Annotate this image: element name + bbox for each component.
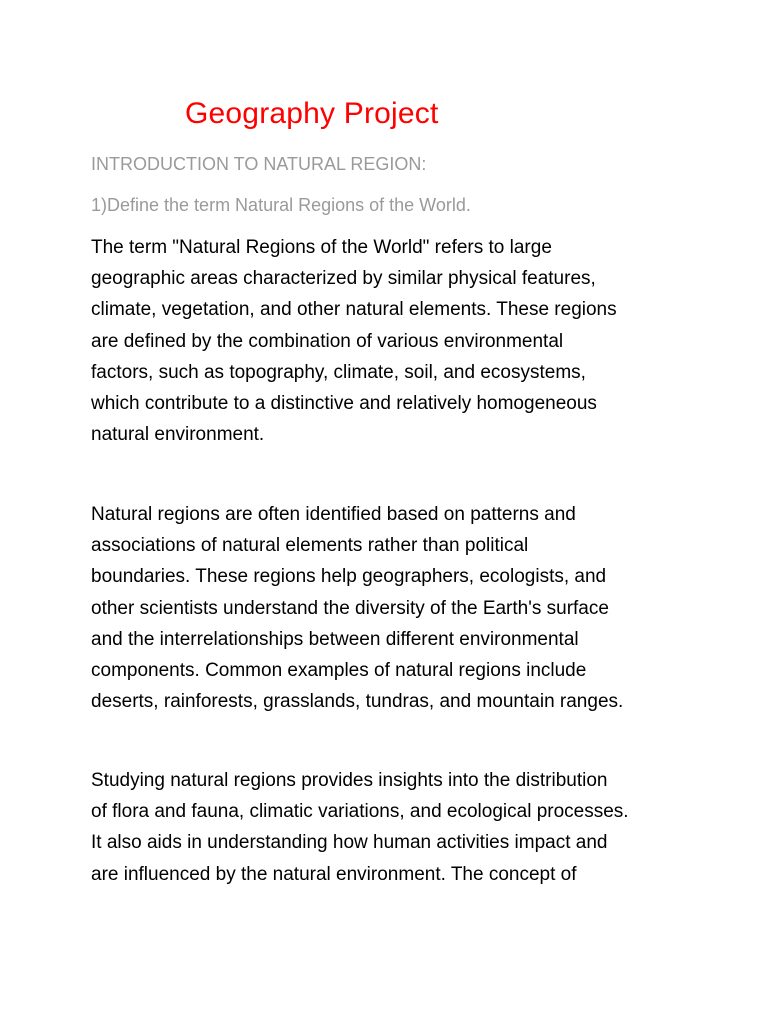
body-paragraph-1: The term "Natural Regions of the World" refers to large geographic areas characterized by similar physical features, climate, vegetation, and other natural elements. These regions are defined by the combination of various environmental factors, such as topography, climate, soil, and ecosystems, which contribute to a distinctive and relatively homogeneous natural environment. [91, 237, 617, 446]
question-heading: 1)Define the term Natural Regions of the World. [91, 195, 471, 215]
section-heading: INTRODUCTION TO NATURAL REGION: [91, 154, 427, 174]
body-paragraph-2: Natural regions are often identified based on patterns and associations of natural elements rather than political boundaries. These regions help geographers, ecologists, and other scientists understand the diversity of the Earth's surface and the interrelationships between different environmental components. Common examples of natural regions include deserts, rainforests, grasslands, tundras, and mountain ranges. [91, 504, 624, 713]
body-paragraph-3: Studying natural regions provides insights into the distribution of flora and fauna, climatic variations, and ecological processes. It also aids in understanding how human activities impact and are influenced by the natural environment. The concept of [91, 770, 629, 885]
document-title: Geography Project [185, 97, 439, 130]
